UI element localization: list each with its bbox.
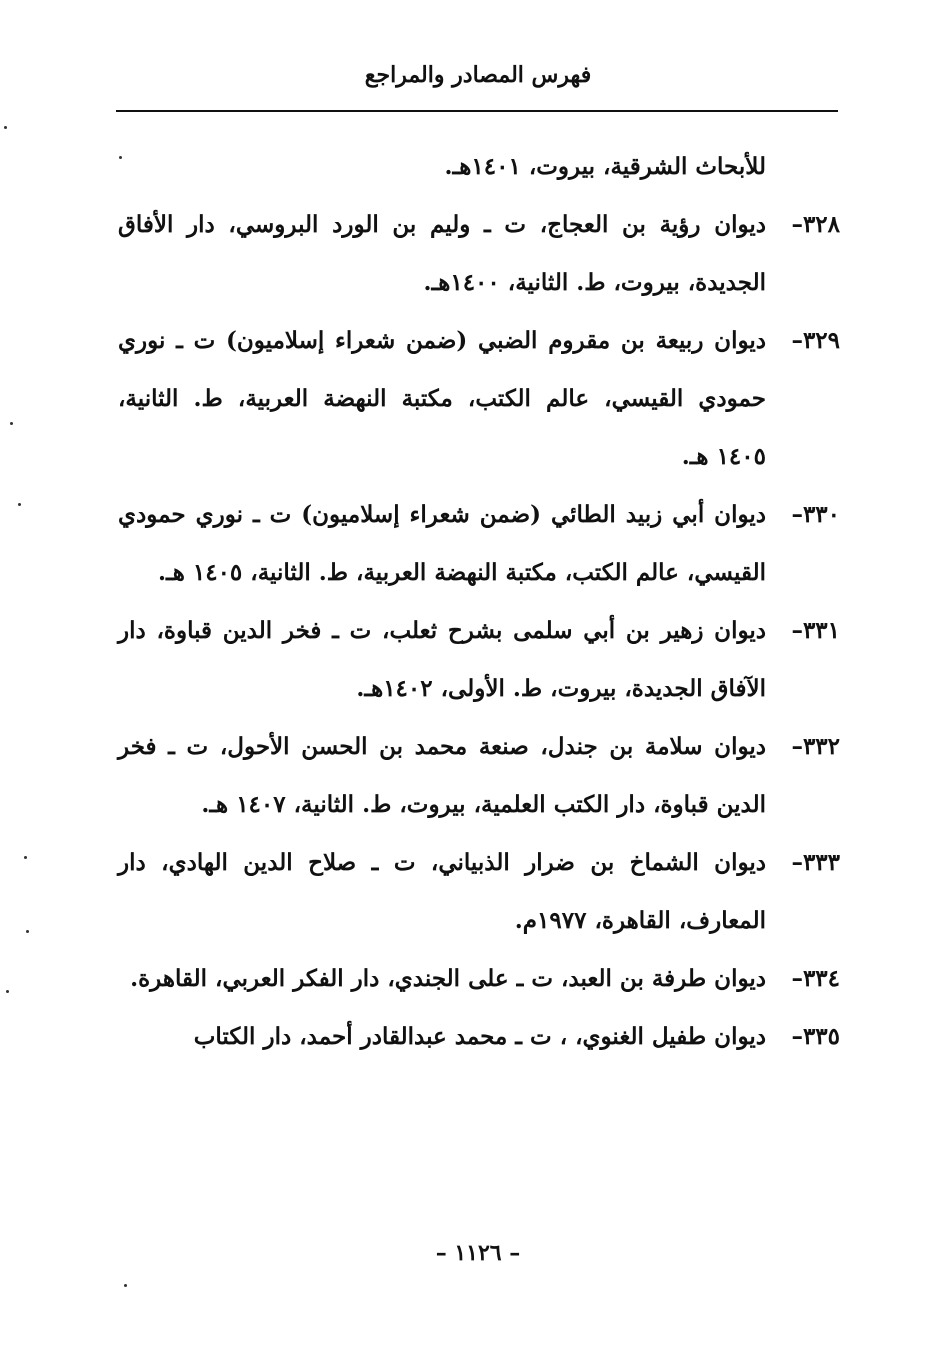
continued-entry-text: للأبحاث الشرقية، بيروت، ١٤٠١هـ.: [444, 153, 766, 180]
scan-speck: [6, 990, 9, 993]
entry-text: ديوان سلامة بن جندل، صنعة محمد بن الحسن الأحول، ت ـ فخر الدين قباوة، دار الكتب العلمية، بيروت، ط. الثانية، ١٤٠٧ هـ.: [118, 733, 766, 818]
reference-entry-331: [118, 602, 840, 718]
reference-entry-334: [118, 950, 840, 1008]
reference-entry-328: [118, 196, 840, 312]
scan-speck: [24, 856, 27, 859]
scan-speck: [10, 422, 13, 425]
entry-text: ديوان زهير بن أبي سلمى بشرح ثعلب، ت ـ فخر الدين قباوة، دار الآفاق الجديدة، بيروت، ط. الأولى، ١٤٠٢هـ.: [118, 617, 766, 702]
scan-speck: [4, 126, 7, 129]
entry-text: ديوان طفيل الغنوي، ، ت ـ محمد عبدالقادر أحمد، دار الكتاب: [193, 1023, 766, 1050]
header-rule: [116, 110, 838, 112]
entry-text: ديوان ربيعة بن مقروم الضبي (ضمن شعراء إسلاميون) ت ـ نوري حمودي القيسي، عالم الكتب، مكتبة النهضة العربية، ط. الثانية، ١٤٠٥ هـ.: [118, 327, 766, 470]
entry-number: ٣٣٣–: [791, 849, 840, 876]
reference-entry-332: [118, 718, 840, 834]
entry-number: ٣٣٢–: [791, 733, 840, 760]
references-list: [118, 138, 840, 1066]
scan-speck: [119, 156, 122, 159]
entry-number: ٣٣١–: [791, 617, 840, 644]
entry-number: ٣٣٥–: [791, 1023, 840, 1050]
scan-speck: [18, 503, 21, 506]
entry-text: ديوان الشماخ بن ضرار الذبياني، ت ـ صلاح الدين الهادي، دار المعارف، القاهرة، ١٩٧٧م.: [118, 849, 766, 934]
scan-speck: [26, 930, 29, 933]
running-header: فهرس المصادر والمراجع: [364, 62, 592, 88]
entry-number: ٣٢٩–: [791, 327, 840, 354]
entry-text: ديوان طرفة بن العبد، ت ـ على الجندي، دار الفكر العربي، القاهرة.: [130, 965, 766, 992]
entry-number: ٣٣٠–: [791, 501, 840, 528]
reference-entry-335: [118, 1008, 840, 1066]
entry-number: ٣٢٨–: [791, 211, 840, 238]
page-number: – ١١٢٦ –: [435, 1240, 521, 1266]
entry-text: ديوان أبي زبيد الطائي (ضمن شعراء إسلاميون) ت ـ نوري حمودي القيسي، عالم الكتب، مكتبة النهضة العربية، ط. الثانية، ١٤٠٥ هـ.: [118, 501, 766, 586]
reference-entry-330: [118, 486, 840, 602]
entry-text: ديوان رؤية بن العجاج، ت ـ وليم بن الورد البروسي، دار الأفاق الجديدة، بيروت، ط. الثانية، ١٤٠٠هـ.: [118, 211, 766, 296]
scan-speck: [124, 1284, 127, 1287]
reference-entry-329: [118, 312, 840, 486]
reference-entry-333: [118, 834, 840, 950]
entry-number: ٣٣٤–: [791, 965, 840, 992]
